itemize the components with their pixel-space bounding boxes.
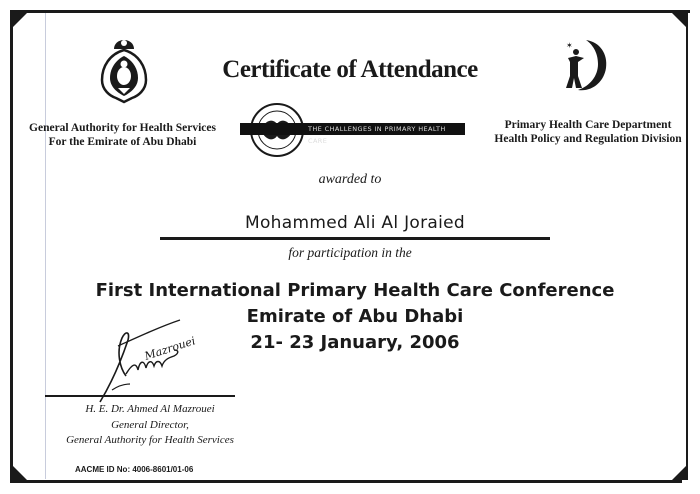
department-organization	[488, 118, 688, 146]
conference-dates: 21- 23 January, 2006	[250, 332, 460, 353]
abu-dhabi-falcon-emblem-icon	[96, 36, 152, 104]
certificate-title: Certificate of Attendance	[222, 56, 478, 83]
participation-label: for participation in the	[288, 245, 412, 260]
primary-health-care-logo-icon	[556, 36, 612, 96]
conference-name: First International Primary Health Care Conference	[95, 280, 615, 301]
issuer-organization	[20, 121, 225, 149]
signature-line	[45, 395, 235, 397]
border-top	[10, 10, 690, 13]
department-name: Primary Health Care Department	[504, 119, 672, 131]
issuer-name: General Authority for Health Services	[29, 122, 216, 134]
recipient-underline	[160, 237, 550, 240]
border-left	[10, 10, 13, 482]
corner-ornament-bottom-left	[13, 460, 33, 480]
issuer-emirate: For the Emirate of Abu Dhabi	[48, 136, 197, 148]
corner-ornament-bottom-right	[664, 460, 686, 480]
division-name: Health Policy and Regulation Division	[494, 133, 682, 145]
corner-ornament-top-right	[664, 13, 686, 33]
awarded-to-label: awarded to	[318, 172, 382, 187]
corner-ornament-top-left	[13, 13, 33, 33]
signer-name: H. E. Dr. Ahmed Al Mazrouei	[85, 403, 215, 415]
accreditation-id: AACME ID No: 4006-8601/01-06	[75, 465, 194, 474]
signature-image	[70, 316, 200, 412]
conference-location: Emirate of Abu Dhabi	[246, 306, 464, 327]
conference-banner: THE CHALLENGES IN PRIMARY HEALTH CARE	[240, 123, 465, 135]
signer-organization: General Authority for Health Services	[66, 434, 234, 446]
signature-script: Mazrouei	[142, 334, 197, 363]
border-right	[686, 10, 688, 480]
recipient-name: Mohammed Ali Al Joraied	[245, 213, 465, 233]
svg-text:✶: ✶	[566, 41, 573, 50]
border-bottom	[10, 480, 682, 483]
signer-title: General Director,	[111, 419, 189, 431]
